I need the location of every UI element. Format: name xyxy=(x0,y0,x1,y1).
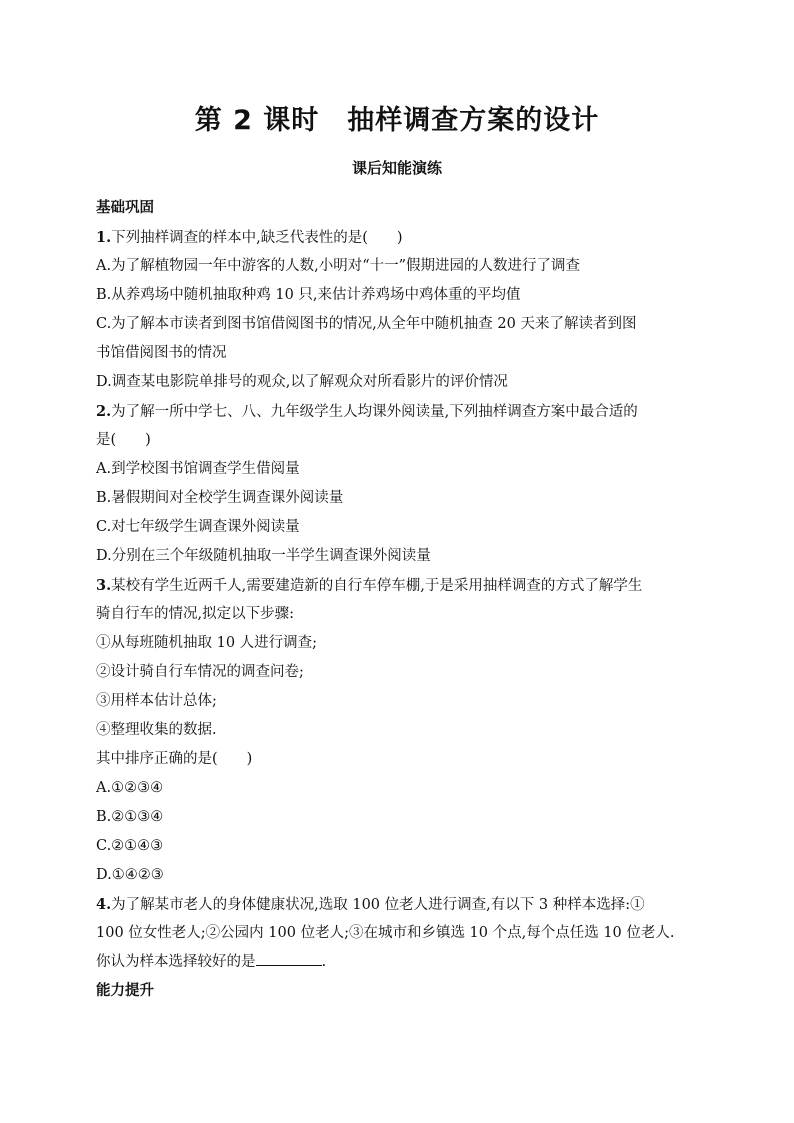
question-number: 3. xyxy=(96,577,112,594)
answer-blank[interactable] xyxy=(256,949,322,966)
question-number: 2. xyxy=(96,403,112,420)
step-3: ③用样本估计总体; xyxy=(96,693,217,709)
section-heading-basic: 基础巩固 xyxy=(96,200,154,216)
question-stem-line2: 骑自行车的情况,拟定以下步骤: xyxy=(96,606,294,622)
question-stem-line2: 是( ) xyxy=(96,432,151,448)
question-period: . xyxy=(321,954,327,970)
page-title: 第 2 课时 抽样调查方案的设计 xyxy=(194,105,600,136)
step-2: ②设计骑自行车情况的调查问卷; xyxy=(96,664,304,680)
option-c-line2: 书馆借阅图书的情况 xyxy=(96,345,227,361)
option-d: D.分别在三个年级随机抽取一半学生调查课外阅读量 xyxy=(96,548,431,564)
page-subtitle: 课后知能演练 xyxy=(351,159,442,177)
question-stem: 下列抽样调查的样本中,缺乏代表性的是( ) xyxy=(111,230,403,246)
question-number: 4. xyxy=(96,896,112,913)
option-c-line1: C.为了解本市读者到图书馆借阅图书的情况,从全年中随机抽查 20 天来了解读者到图 xyxy=(96,316,637,332)
question-4 xyxy=(96,890,700,977)
option-b: B.从养鸡场中随机抽取种鸡 10 只,来估计养鸡场中鸡体重的平均值 xyxy=(96,287,521,303)
question-stem-line3: 你认为样本选择较好的是 xyxy=(96,954,256,970)
section-heading-advanced: 能力提升 xyxy=(96,983,154,999)
option-d: D.调查某电影院单排号的观众,以了解观众对所看影片的评价情况 xyxy=(96,374,508,390)
option-a: A.到学校图书馆调查学生借阅量 xyxy=(96,461,300,477)
question-stem-line1: 为了解一所中学七、八、九年级学生人均课外阅读量,下列抽样调查方案中最合适的 xyxy=(111,404,638,420)
question-ask: 其中排序正确的是( ) xyxy=(96,751,253,767)
option-d: D.①④②③ xyxy=(96,867,164,883)
option-b: B.暑假期间对全校学生调查课外阅读量 xyxy=(96,490,344,506)
question-1 xyxy=(96,223,700,397)
question-2 xyxy=(96,397,700,571)
option-a: A.为了解植物园一年中游客的人数,小明对“十一”假期进园的人数进行了调查 xyxy=(96,258,581,274)
option-c: C.②①④③ xyxy=(96,838,164,854)
question-stem-line2: 100 位女性老人;②公园内 100 位老人;③在城市和乡镇选 10 个点,每个点任选 10 位老人. xyxy=(96,925,675,941)
step-4: ④整理收集的数据. xyxy=(96,722,217,738)
question-stem-line1: 为了解某市老人的身体健康状况,选取 100 位老人进行调查,有以下 3 种样本选择:① xyxy=(111,897,645,913)
question-3 xyxy=(96,571,700,890)
question-number: 1. xyxy=(96,229,112,246)
option-c: C.对七年级学生调查课外阅读量 xyxy=(96,519,300,535)
step-1: ①从每班随机抽取 10 人进行调查; xyxy=(96,635,318,651)
question-stem-line1: 某校有学生近两千人,需要建造新的自行车停车棚,于是采用抽样调查的方式了解学生 xyxy=(111,578,643,594)
content-body xyxy=(96,194,700,1006)
option-b: B.②①③④ xyxy=(96,809,164,825)
option-a: A.①②③④ xyxy=(96,780,164,796)
